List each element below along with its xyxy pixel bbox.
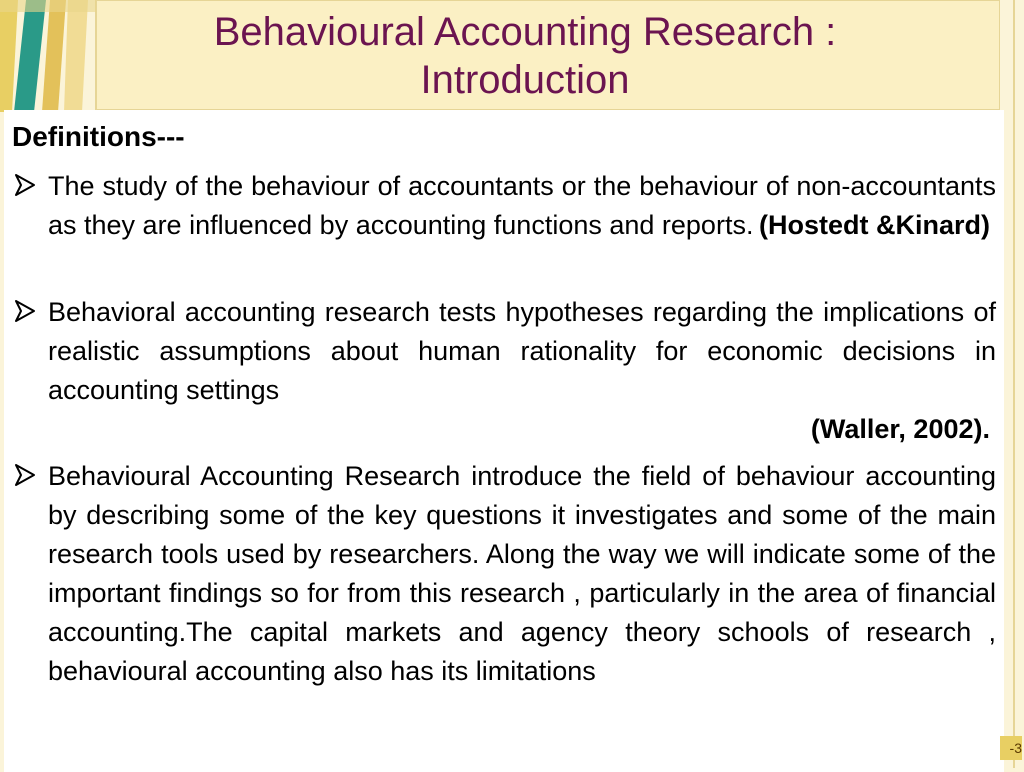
bullet-1 <box>48 167 996 245</box>
bullet-1-citation: (Hostedt &Kinard) <box>759 210 990 240</box>
bullet-arrow-icon <box>14 299 36 323</box>
slide-title <box>100 8 950 104</box>
page-number: -3 <box>1000 736 1022 760</box>
title-line-2: Introduction <box>420 58 630 102</box>
bullet-arrow-icon <box>14 173 36 197</box>
definitions-heading: Definitions--- <box>12 121 185 152</box>
bullet-2 <box>48 293 996 449</box>
bullet-arrow-icon <box>14 463 36 487</box>
bullet-2-citation: (Waller, 2002). <box>810 414 990 444</box>
title-line-1: Behavioural Accounting Research : <box>213 10 837 54</box>
bullet-1-text: The study of the behaviour of accountants or the behaviour of non-accountants as they are influenced by accounting functions and reports. <box>48 171 996 240</box>
bullet-3-text: Behavioural Accounting Research introduce the field of behaviour accounting by describing some of the key questions it investigates and some of the main research tools used by researchers. Along the way we will indicate some of the important findings so for from this research , particularly in the area of financial accounting.The capital markets and agency theory schools of research , behavioural accounting also has its limitations <box>48 461 996 686</box>
bullet-3 <box>48 457 996 691</box>
bullet-2-text: Behavioral accounting research tests hypotheses regarding the implications of realistic assumptions about human rationality for economic decisions in accounting settings <box>48 297 996 405</box>
content-panel <box>4 110 1004 772</box>
